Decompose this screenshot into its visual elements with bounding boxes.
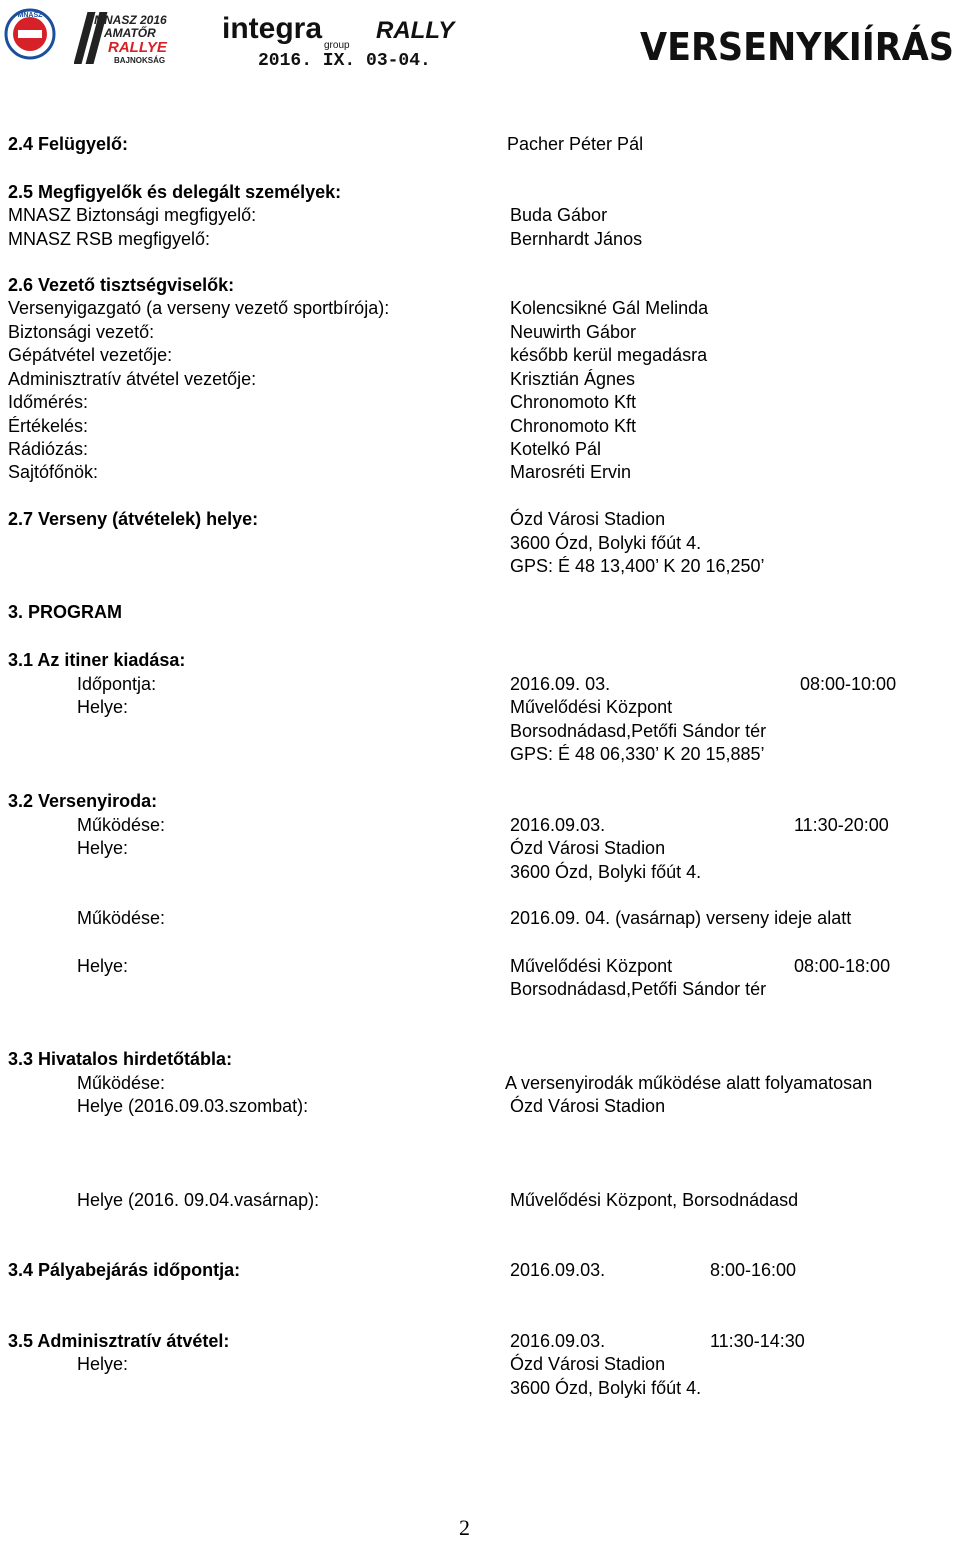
svg-text:VERSENYKIÍRÁS: VERSENYKIÍRÁS bbox=[640, 25, 954, 69]
row-date: 2016.09.03. bbox=[510, 1331, 606, 1351]
row-label: MNASZ RSB megfigyelő: bbox=[8, 229, 211, 249]
row-label: Versenyigazgató (a verseny vezető sportbírója): bbox=[8, 298, 390, 318]
row-label: MNASZ Biztonsági megfigyelő: bbox=[8, 205, 257, 225]
row-value: Neuwirth Gábor bbox=[510, 322, 637, 342]
row-value: A versenyirodák működése alatt folyamatosan bbox=[505, 1073, 873, 1093]
row-label: Helye (2016.09.03.szombat): bbox=[77, 1096, 309, 1116]
row-label: Időmérés: bbox=[8, 392, 89, 412]
section-3-2-heading: 3.2 Versenyiroda: bbox=[8, 791, 158, 811]
row-value: Marosréti Ervin bbox=[510, 462, 632, 482]
row-date: 2016.09.03. bbox=[510, 1260, 606, 1280]
row-value: Chronomoto Kft bbox=[510, 392, 637, 412]
supervisor-name: Pacher Péter Pál bbox=[507, 134, 644, 154]
row-label: Időpontja: bbox=[77, 674, 157, 694]
svg-text:integra: integra bbox=[222, 12, 323, 45]
row-value: 2016.09. 04. (vasárnap) verseny ideje alatt bbox=[510, 908, 852, 928]
svg-text:AMATŐR: AMATŐR bbox=[104, 26, 156, 40]
row-label: Helye (2016. 09.04.vasárnap): bbox=[77, 1190, 320, 1210]
row-time: 11:30-14:30 bbox=[710, 1331, 805, 1351]
venue-line: Ózd Városi Stadion bbox=[510, 509, 666, 529]
row-value: Buda Gábor bbox=[510, 205, 608, 225]
page-number: 2 bbox=[459, 1515, 470, 1540]
place-line: Borsodnádasd,Petőfi Sándor tér bbox=[510, 979, 767, 999]
amator-rallye-logo bbox=[74, 10, 204, 68]
place-line: Borsodnádasd,Petőfi Sándor tér bbox=[510, 721, 767, 741]
row-label: Biztonsági vezető: bbox=[8, 322, 155, 342]
row-label: Helye: bbox=[77, 1354, 129, 1374]
row-label: Értékelés: bbox=[8, 416, 89, 436]
row-label: Helye: bbox=[77, 838, 129, 858]
place-line: 3600 Ózd, Bolyki főút 4. bbox=[510, 862, 702, 882]
integra-rally-logo bbox=[220, 8, 460, 68]
row-value: Művelődési Központ, Borsodnádasd bbox=[510, 1190, 799, 1210]
row-value: Kolencsikné Gál Melinda bbox=[510, 298, 709, 318]
row-label: Működése: bbox=[77, 815, 166, 835]
venue-line: 3600 Ózd, Bolyki főút 4. bbox=[510, 533, 702, 553]
row-label: Működése: bbox=[77, 1073, 166, 1093]
section-3-heading: 3. PROGRAM bbox=[8, 602, 123, 622]
svg-text:RALLY: RALLY bbox=[376, 17, 455, 44]
row-value: Chronomoto Kft bbox=[510, 416, 637, 436]
row-time: 11:30-20:00 bbox=[794, 815, 889, 835]
place-line: Művelődési Központ bbox=[510, 697, 673, 717]
section-3-1-heading: 3.1 Az itiner kiadása: bbox=[8, 650, 186, 670]
row-label: Működése: bbox=[77, 908, 166, 928]
section-3-4-heading: 3.4 Pályabejárás időpontja: bbox=[8, 1260, 241, 1280]
mnasz-logo bbox=[4, 8, 56, 60]
place-line: Ózd Városi Stadion bbox=[510, 1354, 666, 1374]
row-value: Krisztián Ágnes bbox=[510, 369, 636, 389]
versenykiiras-title bbox=[640, 18, 956, 70]
svg-text:group: group bbox=[324, 40, 350, 51]
svg-text:MNASZ 2016: MNASZ 2016 bbox=[94, 13, 167, 27]
section-3-5-heading: 3.5 Adminisztratív átvétel: bbox=[8, 1331, 230, 1351]
section-2-4-heading: 2.4 Felügyelő: bbox=[8, 134, 129, 154]
section-2-6-heading: 2.6 Vezető tisztségviselők: bbox=[8, 275, 235, 295]
row-time: 08:00-18:00 bbox=[794, 956, 891, 976]
mnasz-logo-text: MNASZ bbox=[17, 12, 43, 19]
row-label: Helye: bbox=[77, 956, 129, 976]
row-label: Rádiózás: bbox=[8, 439, 89, 459]
row-value: Kotelkó Pál bbox=[510, 439, 602, 459]
row-date: 2016.09. 03. bbox=[510, 674, 611, 694]
svg-text:BAJNOKSÁG: BAJNOKSÁG bbox=[114, 56, 166, 65]
place-line: Művelődési Központ bbox=[510, 956, 673, 976]
venue-line: GPS: É 48 13,400’ K 20 16,250’ bbox=[510, 556, 765, 576]
section-3-3-heading: 3.3 Hivatalos hirdetőtábla: bbox=[8, 1049, 233, 1069]
row-value: Ózd Városi Stadion bbox=[510, 1096, 666, 1116]
row-label: Sajtófőnök: bbox=[8, 462, 99, 482]
row-value: később kerül megadásra bbox=[510, 345, 708, 365]
svg-text:2016. IX. 03-04.: 2016. IX. 03-04. bbox=[258, 51, 431, 68]
section-2-7-heading: 2.7 Verseny (átvételek) helye: bbox=[8, 509, 259, 529]
row-label: Gépátvétel vezetője: bbox=[8, 345, 173, 365]
place-line: Ózd Városi Stadion bbox=[510, 838, 666, 858]
row-value: Bernhardt János bbox=[510, 229, 643, 249]
row-label: Adminisztratív átvétel vezetője: bbox=[8, 369, 257, 389]
section-2-5-heading: 2.5 Megfigyelők és delegált személyek: bbox=[8, 182, 342, 202]
row-date: 2016.09.03. bbox=[510, 815, 606, 835]
row-label: Helye: bbox=[77, 697, 129, 717]
place-line: 3600 Ózd, Bolyki főút 4. bbox=[510, 1378, 702, 1398]
place-line: GPS: É 48 06,330’ K 20 15,885’ bbox=[510, 744, 765, 764]
row-time: 08:00-10:00 bbox=[800, 674, 897, 694]
row-time: 8:00-16:00 bbox=[710, 1260, 797, 1280]
svg-text:RALLYE: RALLYE bbox=[108, 39, 167, 56]
